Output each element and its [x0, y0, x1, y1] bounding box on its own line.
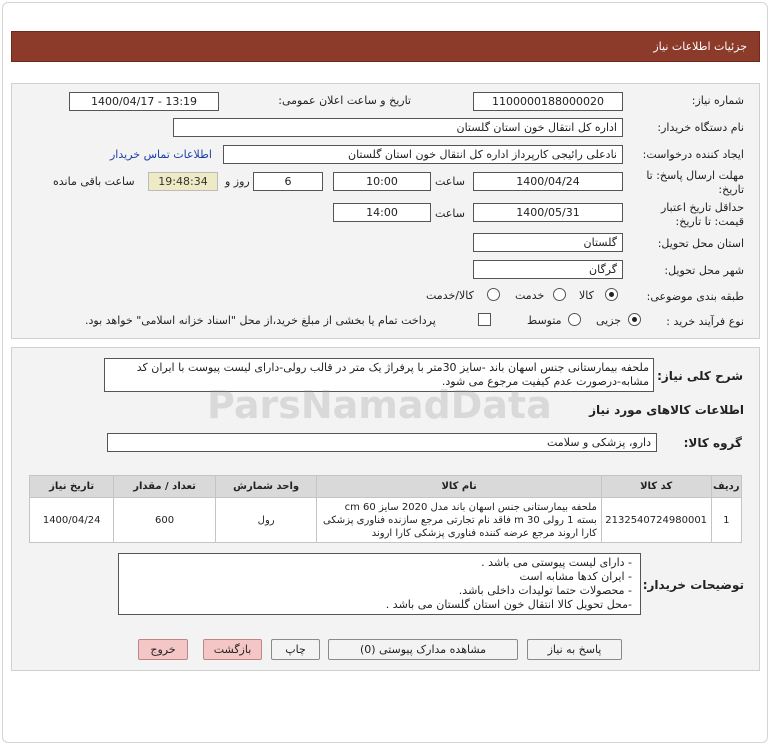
deadline-date-field: 1400/04/24	[473, 172, 623, 191]
buyer-note-line: - ایران کدها مشابه است	[519, 570, 632, 583]
validity-label: حداقل تاریخ اعتبار	[660, 201, 744, 214]
validity-label-2: قیمت: تا تاریخ:	[675, 215, 744, 228]
category-radio-goods-service[interactable]	[487, 288, 500, 301]
process-option-minor: جزیی	[596, 314, 622, 327]
print-button[interactable]: چاپ	[271, 639, 320, 660]
validity-date-field: 1400/05/31	[473, 203, 623, 222]
category-radio-goods[interactable]	[605, 288, 618, 301]
announce-date-label: تاریخ و ساعت اعلان عمومی:	[278, 94, 411, 107]
deadline-time-field: 10:00	[333, 172, 431, 191]
treasury-payment-checkbox[interactable]	[478, 313, 491, 326]
process-label: نوع فرآیند خرید :	[666, 315, 744, 328]
summary-field: ملحفه بیمارستانی جنس اسهان باند -سایز 30متر با پرفراژ یک متر در قالب رولی-دارای لیست پیوست با ایران کد مشابه-درصورت عدم کیفیت مرجوع می شود.	[104, 358, 654, 392]
buyer-note-line: - دارای لیست پیوستی می باشد .	[481, 556, 632, 569]
announce-date-field: 1400/04/17 - 13:19	[69, 92, 219, 111]
days-remaining-field: 6	[253, 172, 323, 191]
buyer-org-label: نام دستگاه خریدار:	[657, 121, 744, 134]
category-option-goods-service: کالا/خدمت	[426, 289, 474, 302]
back-button[interactable]: بازگشت	[203, 639, 262, 660]
need-number-field: 1100000188000020	[473, 92, 623, 111]
process-option-medium: متوسط	[527, 314, 562, 327]
buyer-note-line: - محصولات حتما تولیدات داخلی باشد.	[458, 584, 632, 597]
category-option-goods: کالا	[579, 289, 594, 302]
col-item-code: کد کالا	[601, 476, 711, 498]
table-row	[30, 498, 742, 543]
city-field: گرگان	[473, 260, 623, 279]
creator-label: ایجاد کننده درخواست:	[642, 148, 744, 161]
col-quantity: تعداد / مقدار	[114, 476, 216, 498]
view-attachments-button[interactable]: مشاهده مدارک پیوستی (0)	[328, 639, 518, 660]
days-label: روز و	[225, 175, 250, 188]
category-radio-service[interactable]	[553, 288, 566, 301]
buyer-notes-box	[118, 553, 641, 615]
col-unit: واحد شمارش	[215, 476, 317, 498]
validity-time-field: 14:00	[333, 203, 431, 222]
col-row: ردیف	[711, 476, 742, 498]
summary-label: شرح کلی نیاز:	[657, 369, 743, 383]
buyer-note-line: -محل تحویل کالا انتقال خون استان گلستان می باشد .	[385, 598, 632, 611]
validity-time-label: ساعت	[435, 207, 465, 220]
cell-item-name: ملحفه بیمارستانی جنس اسهان باند مدل 2020 سایز 60 cm بسته 1 رولی 30 m فاقد نام تجارتی مرجع سازنده فناوری پزشکی کارا اروند مرجع عرضه کننده فناوری پزشکی کارا اروند	[317, 498, 601, 543]
remaining-time-field: 19:48:34	[148, 172, 218, 191]
need-number-label: شماره نیاز:	[691, 94, 744, 107]
province-label: استان محل تحویل:	[657, 237, 744, 250]
goods-group-label: گروه کالا:	[683, 436, 742, 450]
cell-unit: رول	[215, 498, 317, 543]
page-title: جزئیات اطلاعات نیاز	[653, 40, 747, 53]
reply-button[interactable]: پاسخ به نیاز	[527, 639, 622, 660]
remaining-time-label: ساعت باقی مانده	[53, 175, 135, 188]
buyer-org-field: اداره کل انتقال خون استان گلستان	[173, 118, 623, 137]
col-item-name: نام کالا	[317, 476, 601, 498]
process-radio-medium[interactable]	[568, 313, 581, 326]
goods-table-header	[30, 476, 742, 498]
exit-button[interactable]: خروج	[138, 639, 188, 660]
cell-quantity: 600	[114, 498, 216, 543]
province-field: گلستان	[473, 233, 623, 252]
process-radio-minor[interactable]	[628, 313, 641, 326]
goods-group-field: دارو، پزشکی و سلامت	[107, 433, 657, 452]
buyer-notes-label: توضیحات خریدار:	[642, 578, 744, 592]
header-bar	[11, 31, 760, 62]
city-label: شهر محل تحویل:	[664, 264, 744, 277]
cell-need-date: 1400/04/24	[30, 498, 114, 543]
watermark-brand: ParsNamadData	[207, 383, 552, 427]
col-need-date: تاریخ نیاز	[30, 476, 114, 498]
treasury-payment-note: پرداخت تمام یا بخشی از مبلغ خرید،از محل "اسناد خزانه اسلامی" خواهد بود.	[85, 314, 436, 327]
cell-row: 1	[711, 498, 742, 543]
goods-info-title: اطلاعات کالاهای مورد نیاز	[589, 403, 744, 417]
buyer-contact-link[interactable]: اطلاعات تماس خریدار	[110, 148, 212, 161]
deadline-time-label: ساعت	[435, 175, 465, 188]
deadline-label-2: تاریخ:	[718, 183, 744, 196]
creator-field: نادعلی رائیجی کارپرداز اداره کل انتقال خون استان گلستان	[223, 145, 623, 164]
category-label: طبقه بندی موضوعی:	[646, 290, 744, 303]
category-option-service: خدمت	[515, 289, 545, 302]
deadline-label: مهلت ارسال پاسخ: تا	[646, 169, 744, 182]
goods-table	[29, 475, 742, 543]
cell-item-code: 2132540724980001	[601, 498, 711, 543]
